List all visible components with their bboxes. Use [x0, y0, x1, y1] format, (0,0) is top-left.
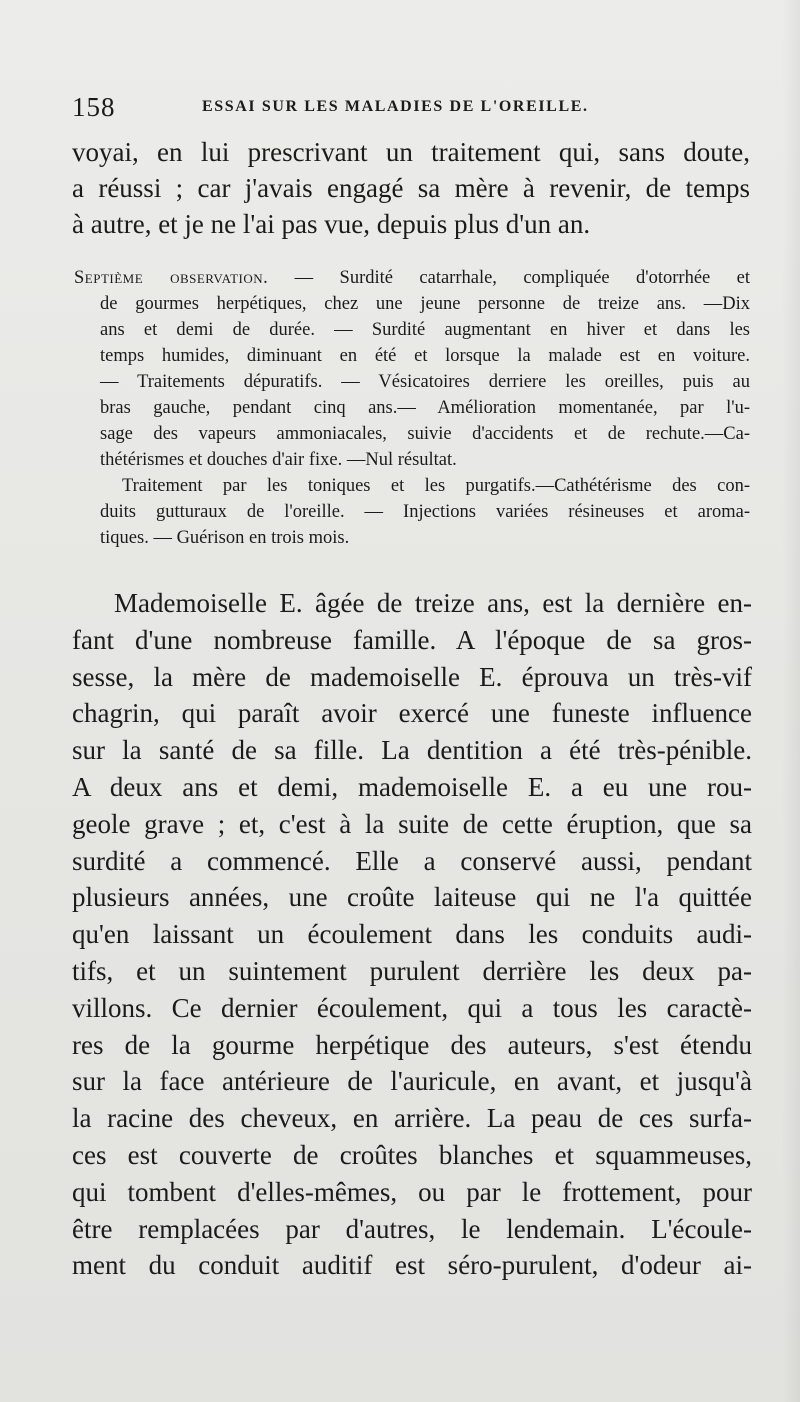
- observation-line: bras gauche, pendant cinq ans.— Amélioration momentanée, par l'u-: [100, 398, 750, 418]
- treatment-line: Traitement par les toniques et les purgatifs.—Cathétérisme des con-: [122, 476, 750, 496]
- text-line: res de la gourme herpétique des auteurs, s'est étendu: [72, 1029, 752, 1060]
- main-paragraph: [72, 585, 752, 1284]
- observation-line: ans et demi de durée. — Surdité augmentant en hiver et dans les: [100, 320, 750, 340]
- treatment-line: tiques. — Guérison en trois mois.: [100, 528, 350, 548]
- text-line: qu'en laissant un écoulement dans les conduits audi-: [72, 919, 752, 950]
- observation-summary: [74, 265, 750, 551]
- text-line: surdité a commencé. Elle a conservé aussi, pendant: [72, 845, 752, 876]
- text-line: sur la face antérieure de l'auricule, en avant, et jusqu'à: [72, 1066, 752, 1097]
- observation-line: thétérismes et douches d'air fixe. —Nul résultat.: [100, 450, 457, 470]
- observation-line: temps humides, diminuant en été et lorsque la malade est en voiture.: [100, 346, 750, 366]
- text-line: ces est couverte de croûtes blanches et squammeuses,: [72, 1139, 752, 1170]
- observation-line: de gourmes herpétiques, chez une jeune personne de treize ans. —Dix: [100, 294, 750, 314]
- page-edge-shadow: [782, 0, 800, 1402]
- text-line: fant d'une nombreuse famille. A l'époque de sa gros-: [72, 624, 752, 655]
- observation-line: — Traitements dépuratifs. — Vésicatoires derriere les oreilles, puis au: [100, 372, 750, 392]
- text-line: Mademoiselle E. âgée de treize ans, est la dernière en-: [114, 588, 752, 618]
- text-line: qui tombent d'elles-mêmes, ou par le frottement, pour: [72, 1176, 752, 1207]
- text-line: plusieurs années, une croûte laiteuse qui ne l'a quittée: [72, 882, 752, 913]
- text-line: être remplacées par d'autres, le lendemain. L'écoule-: [72, 1213, 752, 1244]
- text-line: chagrin, qui paraît avoir exercé une funeste influence: [72, 698, 752, 729]
- text-line: a réussi ; car j'avais engagé sa mère à revenir, de temps: [72, 173, 750, 203]
- text-line: la racine des cheveux, en arrière. La peau de ces surfa-: [72, 1103, 752, 1134]
- treatment-line: duits gutturaux de l'oreille. — Injections variées résineuses et aroma-: [100, 502, 750, 522]
- running-title: ESSAI SUR LES MALADIES DE L'OREILLE.: [202, 98, 589, 115]
- text-line: ment du conduit auditif est séro-purulent, d'odeur ai-: [72, 1250, 752, 1281]
- observation-heading: Septième observation.: [74, 268, 269, 288]
- text-line: A deux ans et demi, mademoiselle E. a eu une rou-: [72, 771, 752, 802]
- text-line: villons. Ce dernier écoulement, qui a tous les caractè-: [72, 992, 752, 1023]
- text-line: geole grave ; et, c'est à la suite de cette éruption, que sa: [72, 808, 752, 839]
- observation-first-line-text: — Surdité catarrhale, compliquée d'otorrhée et: [268, 268, 750, 288]
- text-line: tifs, et un suintement purulent derrière les deux pa-: [72, 955, 752, 986]
- observation-first-line: [74, 265, 750, 291]
- text-line: sur la santé de sa fille. La dentition a été très-pénible.: [72, 735, 752, 766]
- page-number: 158: [72, 92, 116, 122]
- text-line: sesse, la mère de mademoiselle E. éprouva un très-vif: [72, 661, 752, 692]
- intro-paragraph: [72, 134, 750, 242]
- running-header: [72, 92, 762, 122]
- text-line: voyai, en lui prescrivant un traitement qui, sans doute,: [72, 137, 750, 167]
- text-line: à autre, et je ne l'ai pas vue, depuis plus d'un an.: [72, 209, 591, 239]
- observation-line: sage des vapeurs ammoniacales, suivie d'accidents et de rechute.—Ca-: [100, 424, 750, 444]
